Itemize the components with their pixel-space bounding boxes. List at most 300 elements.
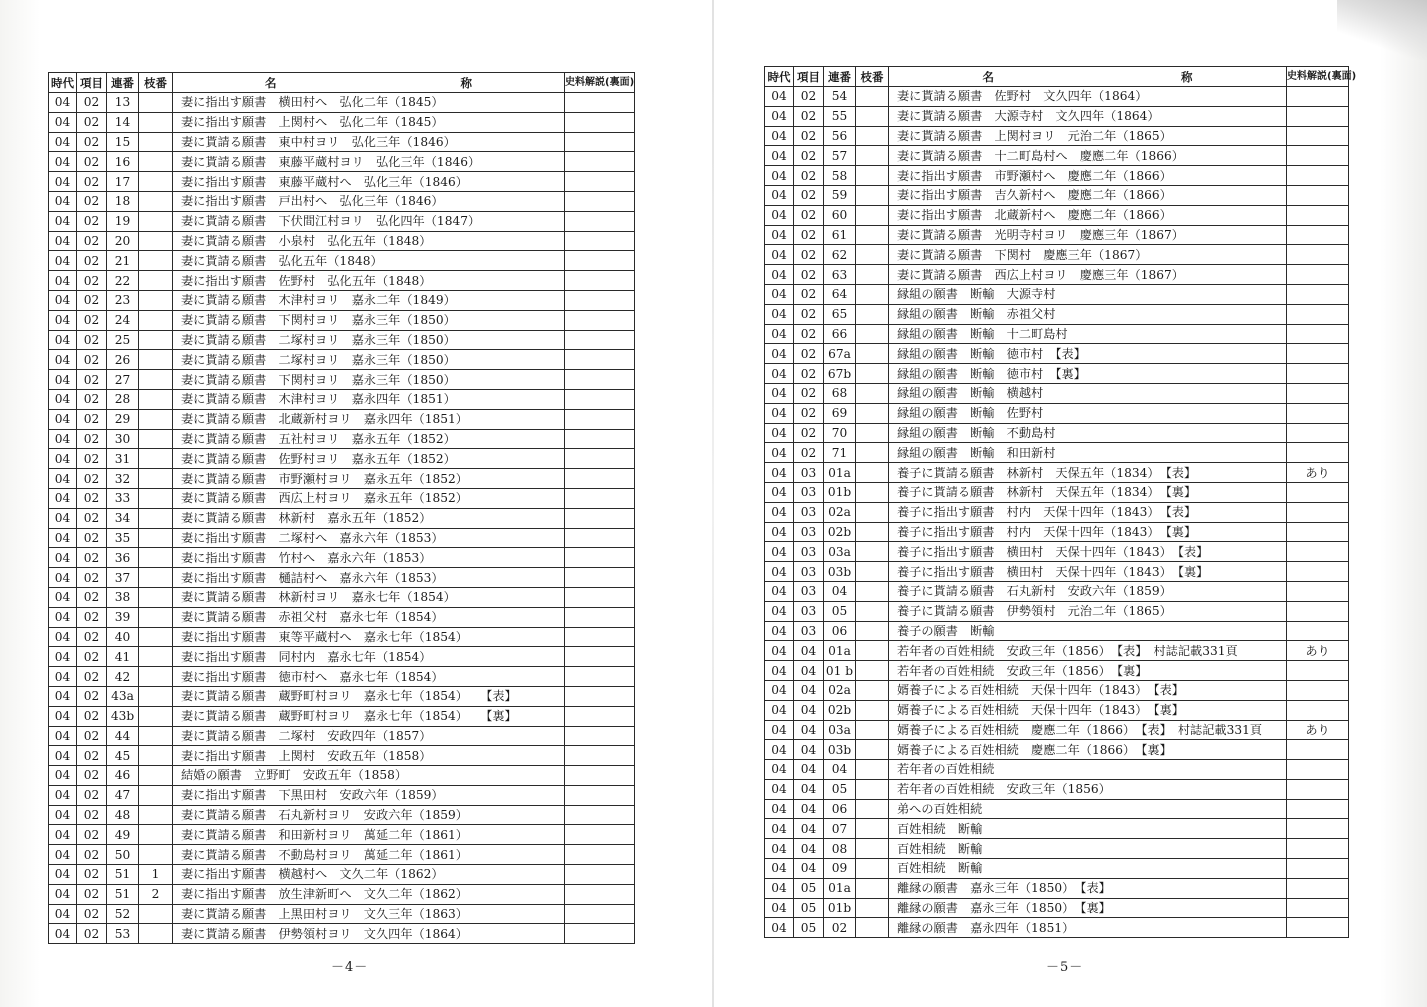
cell-branch (856, 661, 889, 681)
table-row (49, 310, 635, 330)
cell-era: 04 (49, 191, 77, 211)
cell-serial: 15 (107, 132, 139, 152)
table-row (49, 845, 635, 865)
cell-era: 04 (765, 205, 794, 225)
cell-note (1287, 522, 1349, 542)
cell-item: 02 (77, 726, 107, 746)
cell-serial: 20 (107, 231, 139, 251)
cell-branch (139, 924, 173, 944)
cell-serial: 08 (824, 839, 856, 859)
table-row (765, 898, 1349, 918)
cell-era: 04 (765, 304, 794, 324)
cell-branch (856, 581, 889, 601)
cell-item: 02 (77, 330, 107, 350)
cell-name: 養子の願書 断輸 (889, 621, 1287, 641)
cell-name: 離縁の願書 嘉永三年（1850） 【表】 (889, 878, 1287, 898)
cell-serial: 01a (824, 641, 856, 661)
cell-serial: 62 (824, 245, 856, 265)
cell-serial: 30 (107, 429, 139, 449)
cell-era: 04 (765, 839, 794, 859)
cell-note (565, 389, 635, 409)
header-branch: 枝番 (856, 67, 889, 87)
cell-item: 02 (77, 508, 107, 528)
cell-branch (856, 641, 889, 661)
cell-name: 妻に貰請る願書 林新村ヨリ 嘉永七年（1854） (173, 587, 565, 607)
cell-name: 妻に指出す願書 竹村へ 嘉永六年（1853） (173, 548, 565, 568)
table-row (49, 449, 635, 469)
cell-name: 妻に貰請る願書 佐野村ヨリ 嘉永五年（1852） (173, 449, 565, 469)
cell-note (565, 132, 635, 152)
cell-item: 02 (77, 429, 107, 449)
cell-branch (139, 350, 173, 370)
table-row (765, 641, 1349, 661)
cell-serial: 01a (824, 878, 856, 898)
cell-note (565, 310, 635, 330)
cell-era: 04 (49, 290, 77, 310)
cell-item: 02 (794, 364, 824, 384)
cell-name: 妻に指出す願書 戸出村へ 弘化三年（1846） (173, 191, 565, 211)
cell-note (1287, 760, 1349, 780)
header-item: 項目 (794, 67, 824, 87)
cell-name: 妻に貰請る願書 西広上村ヨリ 嘉永五年（1852） (173, 488, 565, 508)
cell-note (565, 271, 635, 291)
cell-item: 02 (794, 403, 824, 423)
cell-era: 04 (765, 245, 794, 265)
cell-branch (856, 760, 889, 780)
cell-serial: 03a (824, 542, 856, 562)
cell-item: 02 (794, 324, 824, 344)
cell-note (565, 865, 635, 885)
table-row (49, 488, 635, 508)
table-row (49, 409, 635, 429)
cell-note (565, 152, 635, 172)
table-row (765, 878, 1349, 898)
cell-branch (139, 231, 173, 251)
table-row (49, 508, 635, 528)
header-row (49, 73, 635, 93)
cell-name: 妻に貰請る願書 木津村ヨリ 嘉永四年（1851） (173, 389, 565, 409)
cell-name: 養子に貰請る願書 石丸新村 安政六年（1859） (889, 581, 1287, 601)
cell-note (565, 469, 635, 489)
cell-name: 縁組の願書 断輸 徳市村 【表】 (889, 344, 1287, 364)
cell-item: 02 (794, 225, 824, 245)
table-row (765, 284, 1349, 304)
cell-branch (139, 310, 173, 330)
cell-name: 妻に貰請る願書 二塚村ヨリ 嘉永三年（1850） (173, 330, 565, 350)
cell-serial: 69 (824, 403, 856, 423)
cell-note (565, 587, 635, 607)
cell-item: 04 (794, 779, 824, 799)
cell-branch (856, 205, 889, 225)
cell-item: 02 (77, 528, 107, 548)
cell-branch (139, 172, 173, 192)
cell-era: 04 (765, 680, 794, 700)
cell-note (1287, 542, 1349, 562)
cell-branch (856, 859, 889, 879)
header-serial: 連番 (824, 67, 856, 87)
cell-era: 04 (49, 132, 77, 152)
header-serial: 連番 (107, 73, 139, 93)
right-table-body (765, 87, 1349, 938)
cell-serial: 50 (107, 845, 139, 865)
cell-branch (139, 429, 173, 449)
cell-branch (856, 878, 889, 898)
cell-note (565, 211, 635, 231)
table-row (49, 350, 635, 370)
cell-name: 婿養子による百姓相続 慶應二年（1866） 【表】 村誌記載331頁 (889, 720, 1287, 740)
table-row (765, 799, 1349, 819)
cell-item: 02 (794, 146, 824, 166)
cell-era: 04 (765, 126, 794, 146)
cell-item: 02 (77, 132, 107, 152)
cell-era: 04 (765, 364, 794, 384)
cell-serial: 38 (107, 587, 139, 607)
table-row (49, 706, 635, 726)
header-name (889, 67, 1287, 87)
cell-note (565, 191, 635, 211)
cell-serial: 40 (107, 627, 139, 647)
cell-serial: 28 (107, 389, 139, 409)
cell-name: 百姓相続 断輸 (889, 859, 1287, 879)
cell-serial: 14 (107, 112, 139, 132)
cell-item: 02 (77, 746, 107, 766)
cell-name: 若年者の百姓相続 安政三年（1856） (889, 779, 1287, 799)
cell-item: 02 (77, 271, 107, 291)
cell-serial: 43b (107, 706, 139, 726)
cell-serial: 02b (824, 700, 856, 720)
cell-branch (139, 845, 173, 865)
cell-note (1287, 918, 1349, 938)
cell-note (565, 766, 635, 786)
table-row (49, 251, 635, 271)
cell-serial: 49 (107, 825, 139, 845)
cell-name: 妻に貰請る願書 小泉村 弘化五年（1848） (173, 231, 565, 251)
table-row (49, 330, 635, 350)
cell-era: 04 (765, 502, 794, 522)
cell-name: 婿養子による百姓相続 慶應二年（1866） 【裏】 (889, 740, 1287, 760)
cell-branch (139, 627, 173, 647)
cell-branch (856, 403, 889, 423)
cell-name: 百姓相続 断輸 (889, 819, 1287, 839)
cell-era: 04 (765, 265, 794, 285)
cell-item: 02 (794, 344, 824, 364)
cell-note (565, 904, 635, 924)
cell-era: 04 (49, 587, 77, 607)
cell-serial: 68 (824, 383, 856, 403)
cell-note (1287, 403, 1349, 423)
table-row (49, 746, 635, 766)
cell-item: 02 (794, 185, 824, 205)
cell-note (1287, 680, 1349, 700)
cell-note (565, 686, 635, 706)
table-row (765, 760, 1349, 780)
cell-era: 04 (49, 865, 77, 885)
cell-era: 04 (765, 542, 794, 562)
cell-note (1287, 304, 1349, 324)
cell-name: 妻に指出す願書 徳市村へ 嘉永七年（1854） (173, 667, 565, 687)
cell-item: 03 (794, 522, 824, 542)
cell-era: 04 (49, 825, 77, 845)
cell-name: 妻に貰請る願書 東藤平蔵村ヨリ 弘化三年（1846） (173, 152, 565, 172)
cell-item: 02 (77, 825, 107, 845)
cell-item: 02 (77, 231, 107, 251)
table-row (49, 568, 635, 588)
cell-item: 02 (77, 706, 107, 726)
table-row (49, 587, 635, 607)
cell-item: 02 (794, 106, 824, 126)
table-row (49, 647, 635, 667)
cell-name: 妻に貰請る願書 蔵野町村ヨリ 嘉永七年（1854） 【裏】 (173, 706, 565, 726)
cell-serial: 65 (824, 304, 856, 324)
cell-name: 妻に貰請る願書 上関村ヨリ 元治二年（1865） (889, 126, 1287, 146)
cell-name: 妻に貰請る願書 上黒田村ヨリ 文久三年（1863） (173, 904, 565, 924)
cell-note (565, 290, 635, 310)
cell-era: 04 (765, 819, 794, 839)
cell-note (1287, 245, 1349, 265)
cell-serial: 17 (107, 172, 139, 192)
header-name (173, 73, 565, 93)
cell-item: 02 (77, 904, 107, 924)
cell-era: 04 (765, 720, 794, 740)
cell-note (1287, 562, 1349, 582)
cell-branch (139, 370, 173, 390)
cell-branch (856, 898, 889, 918)
table-row (765, 205, 1349, 225)
cell-note (1287, 700, 1349, 720)
cell-item: 02 (77, 251, 107, 271)
cell-note (565, 251, 635, 271)
cell-era: 04 (49, 884, 77, 904)
cell-serial: 64 (824, 284, 856, 304)
cell-era: 04 (49, 211, 77, 231)
cell-name: 婿養子による百姓相続 天保十四年（1843） 【表】 (889, 680, 1287, 700)
cell-branch (856, 740, 889, 760)
cell-branch (856, 839, 889, 859)
cell-note (1287, 898, 1349, 918)
cell-item: 04 (794, 720, 824, 740)
cell-era: 04 (49, 904, 77, 924)
cell-item: 02 (77, 449, 107, 469)
cell-item: 02 (77, 865, 107, 885)
cell-item: 02 (77, 191, 107, 211)
cell-branch (139, 93, 173, 113)
table-row (765, 364, 1349, 384)
cell-name: 妻に貰請る願書 下伏間江村ヨリ 弘化四年（1847） (173, 211, 565, 231)
cell-era: 04 (49, 508, 77, 528)
cell-item: 04 (794, 760, 824, 780)
cell-note (1287, 601, 1349, 621)
cell-item: 02 (794, 443, 824, 463)
cell-branch (139, 904, 173, 924)
cell-serial: 03b (824, 562, 856, 582)
cell-era: 04 (49, 726, 77, 746)
cell-name: 若年者の百姓相続 安政三年（1856） 【表】 村誌記載331頁 (889, 641, 1287, 661)
table-row (49, 231, 635, 251)
cell-name: 妻に貰請る願書 佐野村 文久四年（1864） (889, 87, 1287, 107)
table-row (49, 211, 635, 231)
cell-item: 04 (794, 680, 824, 700)
table-row (49, 766, 635, 786)
cell-branch (139, 132, 173, 152)
cell-note (1287, 265, 1349, 285)
cell-item: 02 (77, 211, 107, 231)
table-row (765, 839, 1349, 859)
cell-branch (856, 185, 889, 205)
cell-era: 04 (49, 449, 77, 469)
cell-era: 04 (49, 310, 77, 330)
cell-item: 02 (77, 112, 107, 132)
cell-era: 04 (765, 344, 794, 364)
cell-name: 妻に指出す願書 樋詰村へ 嘉永六年（1853） (173, 568, 565, 588)
cell-branch (856, 166, 889, 186)
cell-serial: 01b (824, 482, 856, 502)
cell-item: 03 (794, 601, 824, 621)
cell-serial: 55 (824, 106, 856, 126)
cell-serial: 46 (107, 766, 139, 786)
cell-item: 02 (77, 607, 107, 627)
table-row (765, 106, 1349, 126)
cell-item: 02 (794, 304, 824, 324)
cell-branch (856, 324, 889, 344)
cell-era: 04 (765, 700, 794, 720)
cell-serial: 01 b (824, 661, 856, 681)
cell-note: あり (1287, 641, 1349, 661)
cell-name: 妻に貰請る願書 石丸新村ヨリ 安政六年（1859） (173, 805, 565, 825)
cell-item: 02 (77, 469, 107, 489)
cell-name: 妻に貰請る願書 赤祖父村 嘉永七年（1854） (173, 607, 565, 627)
cell-branch (856, 245, 889, 265)
page-number-right: －5－ (1046, 960, 1084, 975)
cell-era: 04 (49, 746, 77, 766)
cell-name: 婿養子による百姓相続 天保十四年（1843） 【裏】 (889, 700, 1287, 720)
header-name-char-2: 称 (460, 75, 472, 90)
cell-note (565, 350, 635, 370)
cell-name: 妻に貰請る願書 和田新村ヨリ 萬延二年（1861） (173, 825, 565, 845)
table-row (765, 542, 1349, 562)
header-item: 項目 (77, 73, 107, 93)
cell-branch (139, 409, 173, 429)
cell-name: 妻に指出す願書 上関村へ 弘化二年（1845） (173, 112, 565, 132)
cell-name: 妻に指出す願書 放生津新町へ 文久二年（1862） (173, 884, 565, 904)
cell-serial: 58 (824, 166, 856, 186)
cell-branch (856, 383, 889, 403)
cell-branch (856, 106, 889, 126)
cell-item: 02 (77, 667, 107, 687)
cell-name: 若年者の百姓相続 安政三年（1856） 【裏】 (889, 661, 1287, 681)
cell-item: 02 (77, 93, 107, 113)
cell-branch (139, 191, 173, 211)
cell-note: あり (1287, 463, 1349, 483)
cell-note (565, 172, 635, 192)
table-row (765, 185, 1349, 205)
cell-era: 04 (49, 370, 77, 390)
cell-name: 養子に指出す願書 横田村 天保十四年（1843） 【表】 (889, 542, 1287, 562)
cell-name: 妻に貰請る願書 林新村 嘉永五年（1852） (173, 508, 565, 528)
cell-item: 02 (77, 766, 107, 786)
cell-serial: 48 (107, 805, 139, 825)
cell-name: 若年者の百姓相続 (889, 760, 1287, 780)
cell-note (1287, 185, 1349, 205)
cell-era: 04 (765, 740, 794, 760)
table-row (765, 126, 1349, 146)
cell-note (1287, 284, 1349, 304)
cell-branch (139, 548, 173, 568)
cell-branch (139, 469, 173, 489)
table-row (765, 225, 1349, 245)
table-row (765, 304, 1349, 324)
cell-name: 養子に貰請る願書 林新村 天保五年（1834） 【表】 (889, 463, 1287, 483)
table-row (765, 819, 1349, 839)
header-name-char-1: 名 (265, 75, 277, 90)
table-row (49, 93, 635, 113)
cell-item: 02 (794, 205, 824, 225)
cell-note (565, 508, 635, 528)
cell-note (565, 449, 635, 469)
cell-serial: 26 (107, 350, 139, 370)
table-row (49, 172, 635, 192)
cell-note (1287, 839, 1349, 859)
cell-note (1287, 106, 1349, 126)
cell-era: 04 (765, 166, 794, 186)
cell-item: 04 (794, 661, 824, 681)
cell-name: 妻に貰請る願書 蔵野町村ヨリ 嘉永七年（1854） 【表】 (173, 686, 565, 706)
cell-serial: 05 (824, 779, 856, 799)
cell-name: 妻に貰請る願書 市野瀬村ヨリ 嘉永五年（1852） (173, 469, 565, 489)
cell-era: 04 (49, 409, 77, 429)
cell-name: 縁組の願書 断輸 徳市村 【裏】 (889, 364, 1287, 384)
cell-era: 04 (49, 231, 77, 251)
cell-era: 04 (49, 548, 77, 568)
cell-name: 妻に指出す願書 同村内 嘉永七年（1854） (173, 647, 565, 667)
cell-serial: 03b (824, 740, 856, 760)
cell-item: 02 (77, 310, 107, 330)
cell-branch (139, 330, 173, 350)
cell-note (565, 805, 635, 825)
cell-serial: 56 (824, 126, 856, 146)
cell-serial: 43a (107, 686, 139, 706)
cell-era: 04 (765, 898, 794, 918)
cell-branch (139, 667, 173, 687)
cell-name: 離縁の願書 嘉永三年（1850） 【裏】 (889, 898, 1287, 918)
cell-item: 04 (794, 839, 824, 859)
cell-era: 04 (49, 469, 77, 489)
cell-note (565, 528, 635, 548)
cell-note (1287, 166, 1349, 186)
left-table-body (49, 93, 635, 944)
cell-branch (856, 621, 889, 641)
cell-serial: 03a (824, 720, 856, 740)
cell-item: 04 (794, 740, 824, 760)
cell-branch (856, 284, 889, 304)
cell-note (1287, 779, 1349, 799)
cell-serial: 36 (107, 548, 139, 568)
table-row (49, 627, 635, 647)
cell-name: 妻に貰請る願書 弘化五年（1848） (173, 251, 565, 271)
cell-era: 04 (765, 641, 794, 661)
cell-branch (139, 766, 173, 786)
cell-branch (139, 785, 173, 805)
cell-serial: 35 (107, 528, 139, 548)
cell-item: 02 (77, 350, 107, 370)
cell-era: 04 (49, 785, 77, 805)
cell-serial: 31 (107, 449, 139, 469)
page-number-left: －4－ (331, 960, 369, 975)
table-row (765, 621, 1349, 641)
cell-item: 02 (77, 924, 107, 944)
cell-branch (139, 647, 173, 667)
cell-era: 04 (765, 878, 794, 898)
cell-serial: 04 (824, 760, 856, 780)
